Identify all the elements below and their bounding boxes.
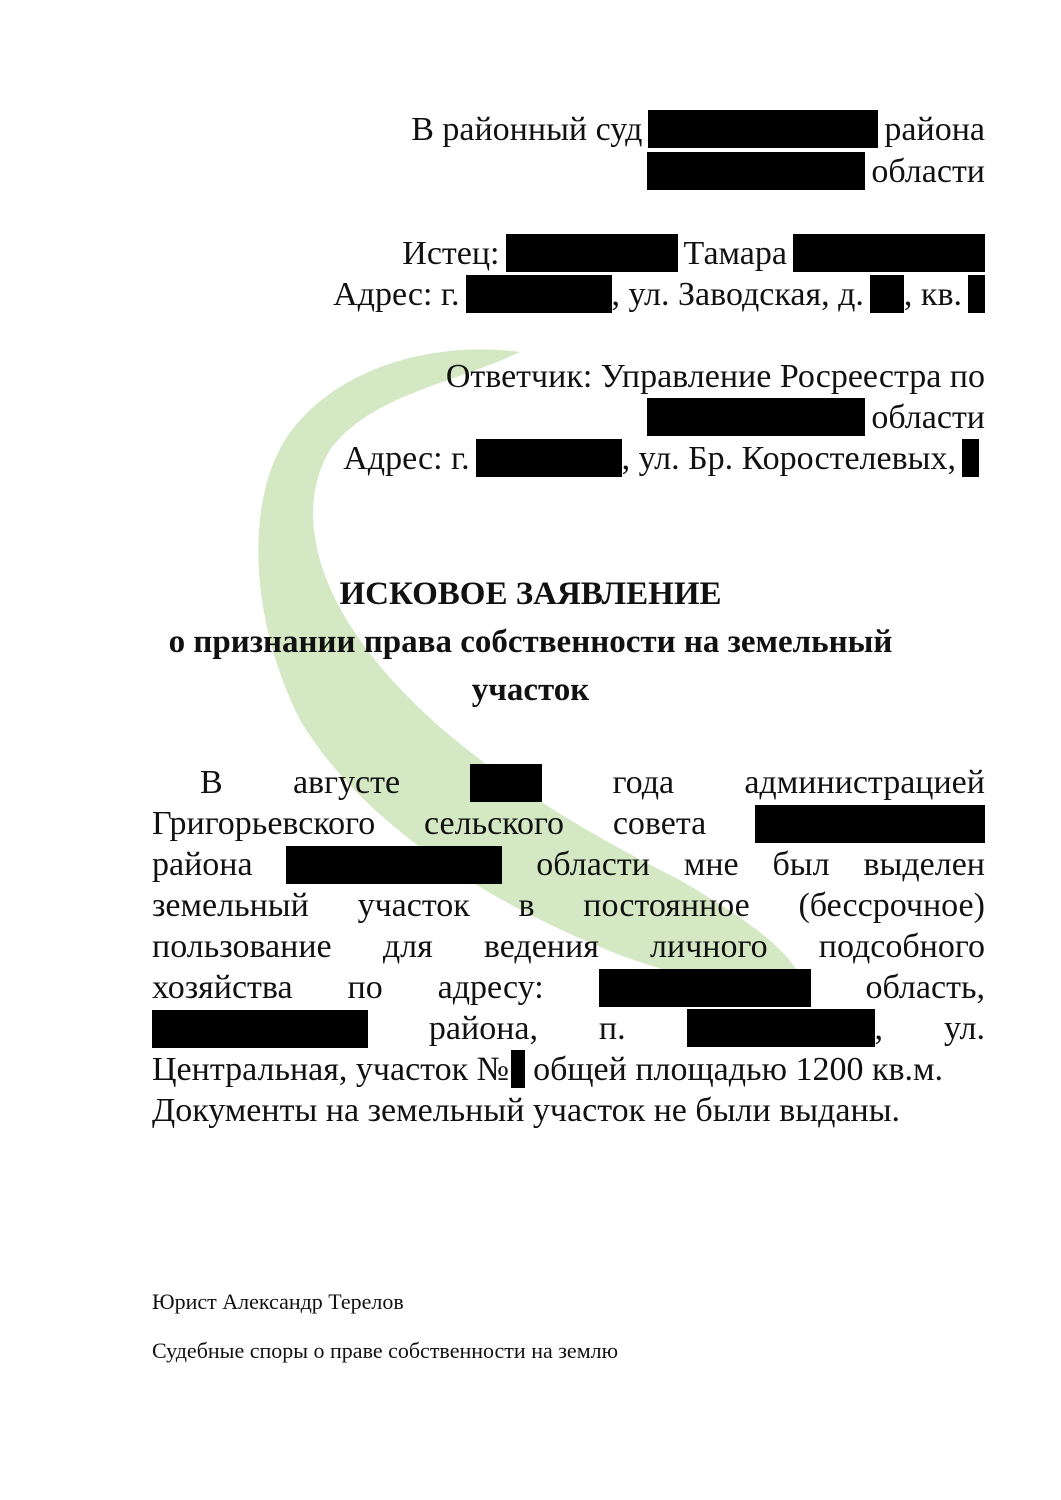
court-region-suffix: области: [871, 153, 985, 190]
body-word: района,: [428, 1010, 538, 1047]
body-word: (бессрочное): [798, 887, 985, 924]
body-word: ,: [874, 1010, 884, 1047]
footer-topic: Судебные споры о праве собственности на землю: [152, 1338, 619, 1363]
body-word: участок: [357, 887, 470, 924]
document-subtitle-line1: о признании права собственности на земельный: [168, 624, 893, 660]
body-word: августе: [292, 764, 401, 801]
body-word: В: [200, 764, 223, 801]
redaction: [599, 969, 811, 1007]
body-word: постоянное: [583, 887, 750, 924]
redaction: [962, 439, 979, 477]
redaction: [511, 1050, 525, 1088]
court-line: [411, 110, 985, 150]
defendant-street: , ул. Бр. Коростелевых,: [621, 440, 956, 477]
defendant-region-suffix: области: [871, 399, 985, 436]
body-text: Центральная, участок №: [152, 1051, 510, 1088]
redaction: [870, 275, 904, 313]
body-word: Григорьевского: [152, 805, 376, 842]
court-suffix: района: [884, 111, 985, 148]
body-word: личного: [650, 928, 768, 965]
redaction: [648, 110, 878, 148]
body-text: общей площадью 1200 кв.м.: [533, 1051, 944, 1088]
body-word: района: [152, 846, 253, 883]
plaintiff-label: Истец:: [402, 235, 500, 272]
redaction: [470, 764, 542, 802]
defendant-text: Ответчик: Управление Росреестра по: [445, 358, 985, 395]
plaintiff-name: Тамара: [683, 235, 787, 272]
redaction: [152, 1010, 368, 1048]
redaction: [968, 275, 985, 313]
redaction: [687, 1009, 875, 1047]
body-line-3: [152, 845, 985, 885]
body-word: года: [612, 764, 675, 801]
body-word: выделен: [863, 846, 985, 883]
body-line-1: [152, 763, 985, 803]
document-title: ИСКОВОЕ ЗАЯВЛЕНИЕ: [339, 576, 722, 612]
plaintiff-street: , ул. Заводская, д.: [611, 276, 864, 313]
body-word: мне: [683, 846, 739, 883]
body-line-9: Документы на земельный участок не были выданы.: [152, 1092, 901, 1129]
body-word: сельского: [424, 805, 565, 842]
body-line-2: [152, 804, 985, 844]
body-word: область,: [865, 969, 985, 1006]
body-line-6: [152, 968, 985, 1008]
redaction: [647, 152, 865, 190]
body-word: для: [382, 928, 433, 965]
body-line-4: [152, 886, 985, 926]
body-word: земельный: [152, 887, 309, 924]
body-word: был: [772, 846, 830, 883]
redaction: [755, 805, 985, 843]
body-word: п.: [598, 1010, 626, 1047]
plaintiff-address-line: [333, 275, 985, 315]
redaction: [476, 439, 622, 477]
redaction: [466, 275, 612, 313]
body-word: совета: [612, 805, 707, 842]
body-word: в: [518, 887, 535, 924]
body-line-5: [152, 927, 985, 967]
body-line-8: [152, 1050, 985, 1090]
plaintiff-line: [402, 234, 985, 274]
body-word: ведения: [483, 928, 599, 965]
body-word: хозяйства: [152, 969, 293, 1006]
body-line-7: [152, 1009, 985, 1049]
body-word: области: [536, 846, 650, 883]
redaction: [647, 398, 865, 436]
redaction: [506, 234, 678, 272]
body-word: ул.: [943, 1010, 985, 1047]
body-word: подсобного: [818, 928, 985, 965]
body-word: по: [347, 969, 383, 1006]
footer-author: Юрист Александр Терелов: [152, 1289, 404, 1314]
defendant-address-prefix: Адрес: г.: [343, 440, 470, 477]
body-word: адресу:: [437, 969, 544, 1006]
redaction: [286, 846, 502, 884]
body-word: администрацией: [744, 764, 985, 801]
document-subtitle-line2: участок: [471, 672, 590, 708]
defendant-region-line: [641, 398, 985, 438]
body-word: пользование: [152, 928, 332, 965]
plaintiff-address-prefix: Адрес: г.: [333, 276, 460, 313]
court-prefix: В районный суд: [411, 111, 643, 148]
defendant-address-line: [343, 439, 985, 479]
court-region-line: [641, 152, 985, 192]
redaction: [793, 234, 985, 272]
defendant-line: [446, 357, 985, 397]
plaintiff-apartment: , кв.: [903, 276, 962, 313]
